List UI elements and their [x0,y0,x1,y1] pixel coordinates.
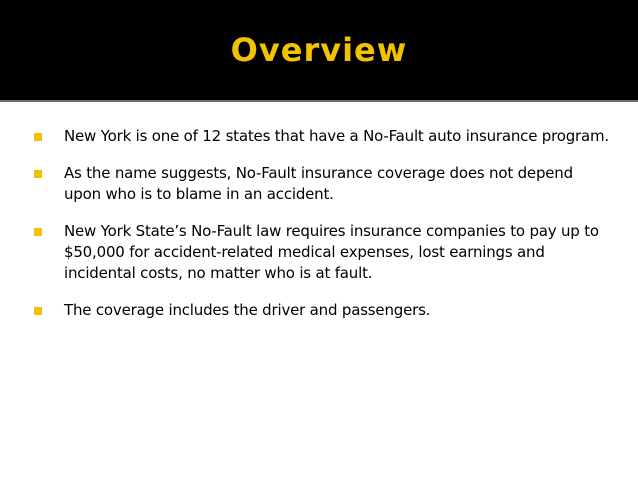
bullet-text: New York is one of 12 states that have a No-Fault auto insurance program. [64,127,609,145]
bullet-item [34,163,614,205]
square-bullet-icon [34,133,42,141]
slide-title: Overview [230,31,408,69]
square-bullet-icon [34,307,42,315]
bullet-text: New York State’s No-Fault law requires insurance companies to pay up to $50,000 for accident-related medical expenses, lost earnings and incidental costs, no matter who is at fault. [64,222,599,282]
bullet-text: As the name suggests, No-Fault insurance coverage does not depend upon who is to blame in an accident. [64,164,573,203]
bullet-text: The coverage includes the driver and passengers. [64,301,431,319]
bullet-item [34,221,614,284]
square-bullet-icon [34,228,42,236]
bullet-list [34,126,614,337]
bullet-item [34,300,614,321]
square-bullet-icon [34,170,42,178]
title-bar [0,0,638,102]
bullet-item [34,126,614,147]
